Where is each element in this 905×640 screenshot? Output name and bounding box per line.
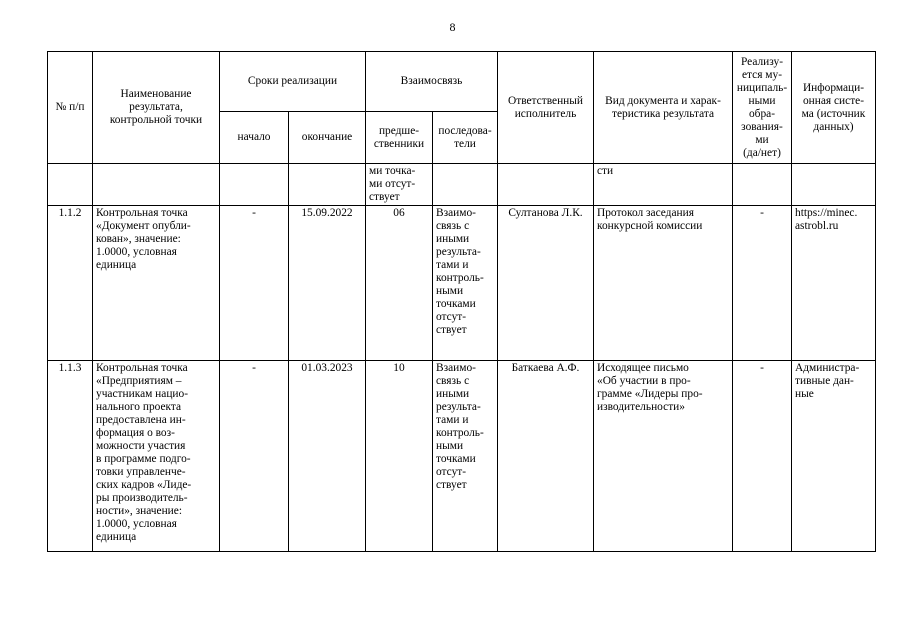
text-line: «Документ опубли-: [96, 220, 191, 232]
text-line: Ответственный: [507, 94, 584, 107]
text-line: ствует: [369, 191, 400, 203]
text-line: тами и: [436, 414, 469, 426]
header-responsible: [498, 52, 594, 164]
text-line: отсут-: [436, 311, 467, 323]
text-line: Контрольная точка: [96, 362, 188, 374]
text-line: контроль-: [436, 427, 484, 439]
text-line: ными обра-: [748, 94, 776, 120]
row-name: [93, 206, 220, 361]
text-line: конкурсной комиссии: [597, 220, 703, 232]
text-line: ности», значение:: [96, 505, 182, 517]
text-line: Взаимо-: [436, 362, 476, 374]
text-line: единица: [96, 531, 137, 543]
table-row: [48, 206, 876, 361]
text-line: грамме «Лидеры про-: [597, 388, 703, 400]
header-terms: Сроки реализации: [220, 52, 366, 112]
row-successors: [433, 206, 498, 361]
text-line: отсут-: [436, 466, 467, 478]
text-line: Реализу-: [740, 55, 784, 68]
text-line: формация о воз-: [96, 427, 175, 439]
plan-table: [47, 51, 876, 552]
text-line: astrobl.ru: [795, 220, 839, 232]
text-line: можности участия: [96, 440, 186, 452]
text-line: ры производитель-: [96, 492, 188, 504]
row-end: 01.03.2023: [289, 361, 366, 552]
text-line: (да/нет): [743, 146, 781, 159]
text-line: связь с: [436, 375, 470, 387]
row-start: -: [220, 361, 289, 552]
text-line: https://minec.: [795, 207, 858, 219]
row-municipal: -: [733, 361, 792, 552]
text-line: контрольной точки: [109, 114, 203, 126]
row-number: 1.1.3: [48, 361, 93, 552]
text-line: результа-: [436, 401, 481, 413]
text-line: «Предприятиям –: [96, 375, 182, 387]
text-line: данных): [813, 120, 854, 133]
text-line: ствует: [436, 324, 467, 336]
text-line: ниципаль-: [736, 81, 788, 94]
text-line: ми: [755, 133, 769, 146]
text-line: 1.0000, условная: [96, 518, 177, 530]
row-responsible: Султанова Л.К.: [498, 206, 594, 361]
text-line: тели: [454, 137, 476, 150]
row-info-system: [792, 361, 876, 552]
row-info-system: [792, 206, 876, 361]
text-line: тами и: [436, 259, 469, 271]
text-line: иными: [436, 233, 470, 245]
text-line: связь с: [436, 220, 470, 232]
text-line: ные: [795, 388, 814, 400]
text-line: точками: [436, 453, 476, 465]
row-responsible: Баткаева А.Ф.: [498, 361, 594, 552]
text-line: Вид документа и харак-: [605, 94, 721, 107]
header-relation: Взаимосвязь: [366, 52, 498, 112]
text-line: 1.0000, условная: [96, 246, 177, 258]
continuation-predecessors: [366, 164, 433, 206]
text-line: ственники: [373, 137, 425, 150]
header-row-1: [48, 52, 876, 112]
text-line: контроль-: [436, 272, 484, 284]
text-line: результата,: [129, 101, 183, 113]
header-predecessors: [366, 112, 433, 164]
text-line: тивные дан-: [795, 375, 854, 387]
text-line: участникам нацио-: [96, 388, 189, 400]
continuation-document: сти: [594, 164, 733, 206]
row-predecessors: 06: [366, 206, 433, 361]
text-line: ными: [436, 285, 464, 297]
header-municipal: [733, 52, 792, 164]
text-line: иными: [436, 388, 470, 400]
text-line: онная систе-: [802, 94, 865, 107]
text-line: ских кадров «Лиде-: [96, 479, 192, 491]
text-line: исполнитель: [514, 107, 577, 120]
row-start: -: [220, 206, 289, 361]
text-line: зования-: [741, 120, 783, 133]
row-end: 15.09.2022: [289, 206, 366, 361]
page-number: 8: [449, 20, 456, 34]
header-info-system: [792, 52, 876, 164]
header-successors: [433, 112, 498, 164]
row-successors: [433, 361, 498, 552]
text-line: Протокол заседания: [597, 207, 694, 219]
text-line: Исходящее письмо: [597, 362, 689, 374]
header-start: начало: [220, 112, 289, 164]
text-line: ствует: [436, 479, 467, 491]
text-line: точками: [436, 298, 476, 310]
text-line: ми отсут-: [369, 178, 416, 190]
text-line: ма (источник: [801, 107, 866, 120]
table-row: [48, 361, 876, 552]
text-line: Контрольная точка: [96, 207, 188, 219]
text-line: в программе подго-: [96, 453, 191, 465]
row-name: [93, 361, 220, 552]
text-line: предоставлена ин-: [96, 414, 186, 426]
text-line: последова-: [438, 124, 492, 137]
text-line: «Об участии в про-: [597, 375, 691, 387]
text-line: ми точка-: [369, 165, 416, 177]
text-line: единица: [96, 259, 137, 271]
row-number: 1.1.2: [48, 206, 93, 361]
header-end: окончание: [289, 112, 366, 164]
row-document: [594, 361, 733, 552]
continuation-row: [48, 164, 876, 206]
text-line: нального проекта: [96, 401, 182, 413]
text-line: изводительности»: [597, 401, 685, 413]
header-num: № п/п: [48, 52, 93, 164]
header-document: [594, 52, 733, 164]
header-name: [93, 52, 220, 164]
text-line: кован», значение:: [96, 233, 181, 245]
text-line: Взаимо-: [436, 207, 476, 219]
text-line: предше-: [378, 124, 420, 137]
text-line: товки управленче-: [96, 466, 186, 478]
text-line: Наименование: [120, 88, 192, 100]
text-line: Информаци-: [802, 81, 865, 94]
row-document: [594, 206, 733, 361]
text-line: ется му-: [741, 68, 782, 81]
row-predecessors: 10: [366, 361, 433, 552]
row-municipal: -: [733, 206, 792, 361]
text-line: теристика результата: [611, 107, 715, 120]
text-line: ными: [436, 440, 464, 452]
text-line: Администра-: [795, 362, 860, 374]
text-line: результа-: [436, 246, 481, 258]
